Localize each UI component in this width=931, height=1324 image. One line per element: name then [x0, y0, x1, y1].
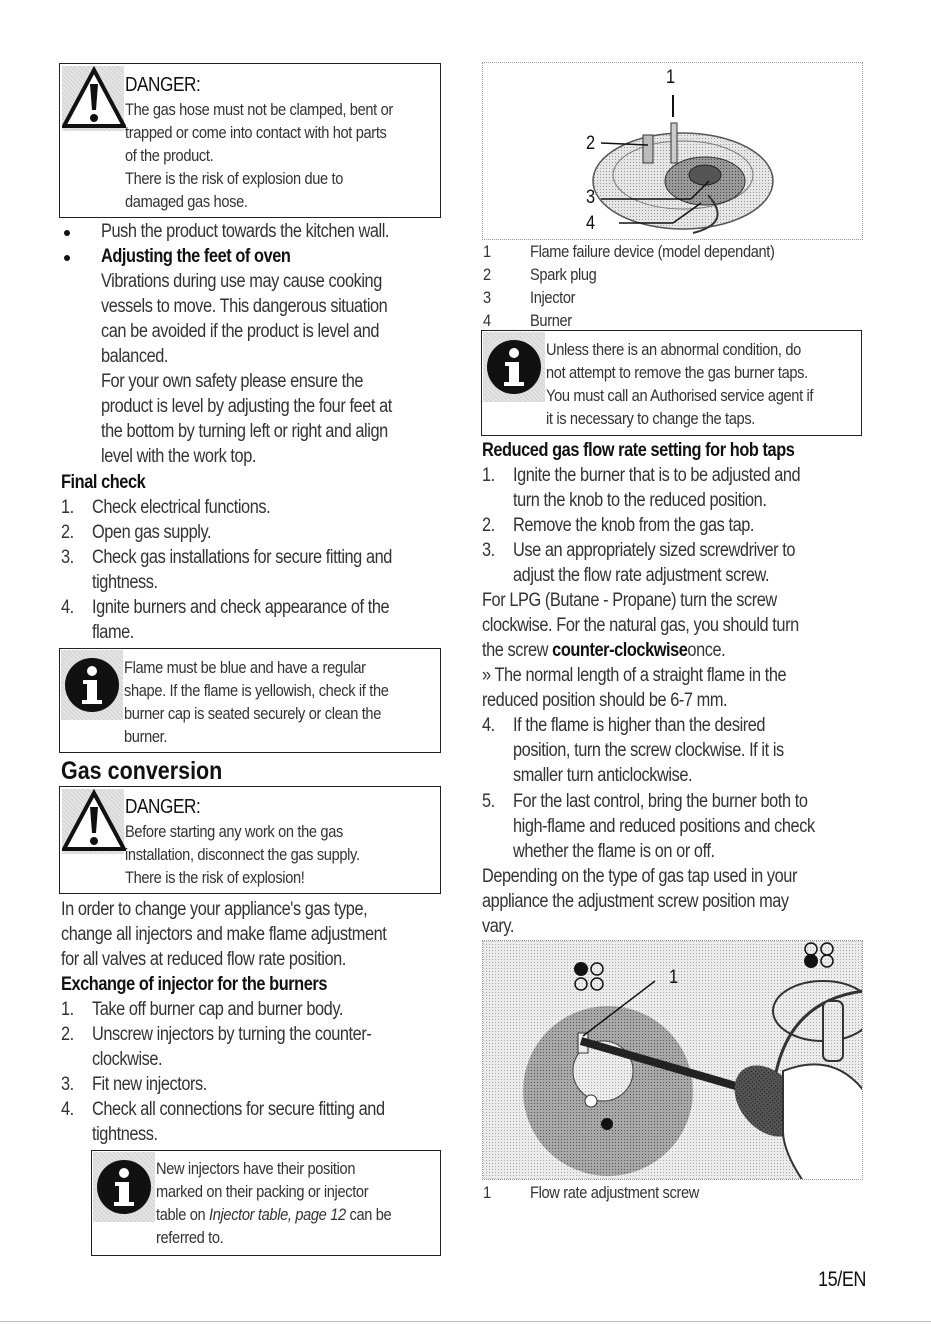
list-item: Check gas installations for secure fitting and: [92, 547, 392, 568]
list-num: 2.: [61, 1024, 74, 1045]
list-item: tightness.: [92, 1124, 158, 1145]
feet-text: For your own safety please ensure the: [101, 371, 364, 392]
list-num: 1.: [61, 999, 74, 1020]
danger1-title: DANGER:: [125, 74, 201, 96]
bullet-push-text: Push the product towards the kitchen wall.: [101, 221, 390, 242]
list-num: 1.: [61, 497, 74, 518]
page-number: 15/EN: [818, 1268, 867, 1291]
danger2-line: installation, disconnect the gas supply.: [125, 845, 360, 864]
list-item: clockwise.: [92, 1049, 163, 1070]
list-item: position, turn the screw clockwise. If it is: [513, 740, 784, 761]
warning-triangle-icon: [62, 66, 126, 130]
list-num: 4.: [61, 597, 74, 618]
burner-illustration: [483, 63, 863, 240]
feet-text: can be avoided if the product is level and: [101, 321, 380, 342]
info1-line: burner cap is seated securely or clean the: [124, 704, 381, 723]
feet-text: vessels to move. This dangerous situation: [101, 296, 388, 317]
danger1-line: damaged gas hose.: [125, 192, 248, 211]
list-item: Fit new injectors.: [92, 1074, 207, 1095]
lpg-text-part: once.: [687, 640, 726, 661]
danger2-title: DANGER:: [125, 796, 201, 818]
flame-length-note: » The normal length of a straight flame in the: [482, 665, 787, 686]
adjustment-diagram: [482, 940, 863, 1180]
list-item: Check all connections for secure fitting and: [92, 1099, 385, 1120]
legend-text: Flow rate adjustment screw: [530, 1183, 700, 1202]
list-item: Open gas supply.: [92, 522, 212, 543]
feet-text: balanced.: [101, 346, 168, 367]
info-icon: [93, 1154, 155, 1220]
list-item: high-flame and reduced positions and check: [513, 816, 815, 837]
legend-text: Injector: [530, 288, 576, 307]
feet-text: the bottom by turning left or right and align: [101, 421, 388, 442]
info3-text: can be: [345, 1205, 392, 1224]
lpg-text-part: the screw: [482, 640, 553, 661]
info3-line: New injectors have their position: [156, 1159, 356, 1178]
info1-line: Flame must be blue and have a regular: [124, 658, 366, 677]
feet-text: Vibrations during use may cause cooking: [101, 271, 382, 292]
list-item: Ignite the burner that is to be adjusted and: [513, 465, 801, 486]
injector-table-reference: Injector table, page 12: [208, 1205, 346, 1224]
legend-num: 4: [483, 311, 491, 330]
burner-diagram: [482, 62, 863, 240]
reduced-flow-heading: Reduced gas flow rate setting for hob taps: [482, 440, 795, 461]
callout-4: 4: [586, 213, 595, 234]
info3-line: [156, 1205, 391, 1225]
feet-text: product is level by adjusting the four feet at: [101, 396, 392, 417]
list-item: adjust the flow rate adjustment screw.: [513, 565, 770, 586]
conversion-text: In order to change your appliance's gas type,: [61, 899, 368, 920]
danger1-line: The gas hose must not be clamped, bent or: [125, 100, 393, 119]
feet-title: Adjusting the feet of oven: [101, 246, 291, 267]
info1-line: shape. If the flame is yellowish, check if the: [124, 681, 389, 700]
danger2-line: There is the risk of explosion!: [125, 868, 305, 887]
gas-conversion-heading: Gas conversion: [61, 757, 223, 785]
feet-text: level with the work top.: [101, 446, 256, 467]
legend-num: 1: [483, 1183, 491, 1202]
info3-line: referred to.: [156, 1228, 224, 1247]
lpg-text: [482, 640, 725, 662]
danger2-line: Before starting any work on the gas: [125, 822, 343, 841]
list-item: smaller turn anticlockwise.: [513, 765, 693, 786]
page-bottom-rule: [0, 1321, 931, 1322]
warning-triangle-icon: [62, 789, 126, 853]
lpg-text: clockwise. For the natural gas, you should turn: [482, 615, 799, 636]
bullet: [64, 255, 70, 261]
legend-text: Burner: [530, 311, 572, 330]
bullet: [64, 230, 70, 236]
list-num: 5.: [482, 791, 495, 812]
danger1-line: of the product.: [125, 146, 214, 165]
depending-text: vary.: [482, 916, 515, 937]
info-icon: [483, 334, 545, 400]
danger1-line: trapped or come into contact with hot parts: [125, 123, 387, 142]
callout-3: 3: [586, 187, 595, 208]
callout-1: 1: [666, 67, 675, 88]
info2-line: You must call an Authorised service agent if: [546, 386, 814, 405]
list-item: Use an appropriately sized screwdriver to: [513, 540, 796, 561]
final-check-heading: Final check: [61, 472, 146, 493]
conversion-text: change all injectors and make flame adjustment: [61, 924, 387, 945]
counter-clockwise-emphasis: counter-clockwise: [552, 640, 688, 661]
list-item: flame.: [92, 622, 134, 643]
list-item: tightness.: [92, 572, 158, 593]
list-item: If the flame is higher than the desired: [513, 715, 766, 736]
list-num: 3.: [61, 547, 74, 568]
danger1-line: There is the risk of explosion due to: [125, 169, 344, 188]
info2-line: Unless there is an abnormal condition, do: [546, 340, 801, 359]
info-icon: [61, 652, 123, 718]
list-num: 3.: [61, 1074, 74, 1095]
list-item: Ignite burners and check appearance of the: [92, 597, 390, 618]
info1-line: burner.: [124, 727, 168, 746]
list-item: whether the flame is on or off.: [513, 841, 715, 862]
list-item: For the last control, bring the burner both to: [513, 791, 808, 812]
legend-num: 1: [483, 242, 491, 261]
list-item: Unscrew injectors by turning the counter-: [92, 1024, 372, 1045]
info3-text: table on: [156, 1205, 209, 1224]
callout-1: 1: [669, 967, 678, 988]
list-num: 4.: [61, 1099, 74, 1120]
legend-text: Spark plug: [530, 265, 597, 284]
list-num: 1.: [482, 465, 495, 486]
list-item: Take off burner cap and burner body.: [92, 999, 343, 1020]
legend-num: 3: [483, 288, 491, 307]
list-num: 3.: [482, 540, 495, 561]
list-num: 2.: [61, 522, 74, 543]
list-item: Remove the knob from the gas tap.: [513, 515, 755, 536]
info2-line: not attempt to remove the gas burner taps.: [546, 363, 808, 382]
depending-text: appliance the adjustment screw position may: [482, 891, 789, 912]
exchange-heading: Exchange of injector for the burners: [61, 974, 327, 995]
legend-text: Flame failure device (model dependant): [530, 242, 775, 261]
list-item: turn the knob to the reduced position.: [513, 490, 767, 511]
conversion-text: for all valves at reduced flow rate position.: [61, 949, 346, 970]
info2-line: it is necessary to change the taps.: [546, 409, 756, 428]
lpg-text: For LPG (Butane - Propane) turn the screw: [482, 590, 777, 611]
list-item: Check electrical functions.: [92, 497, 271, 518]
legend-num: 2: [483, 265, 491, 284]
callout-2: 2: [586, 133, 595, 154]
depending-text: Depending on the type of gas tap used in your: [482, 866, 797, 887]
list-num: 2.: [482, 515, 495, 536]
list-num: 4.: [482, 715, 495, 736]
flame-length-note: reduced position should be 6-7 mm.: [482, 690, 728, 711]
info3-line: marked on their packing or injector: [156, 1182, 369, 1201]
